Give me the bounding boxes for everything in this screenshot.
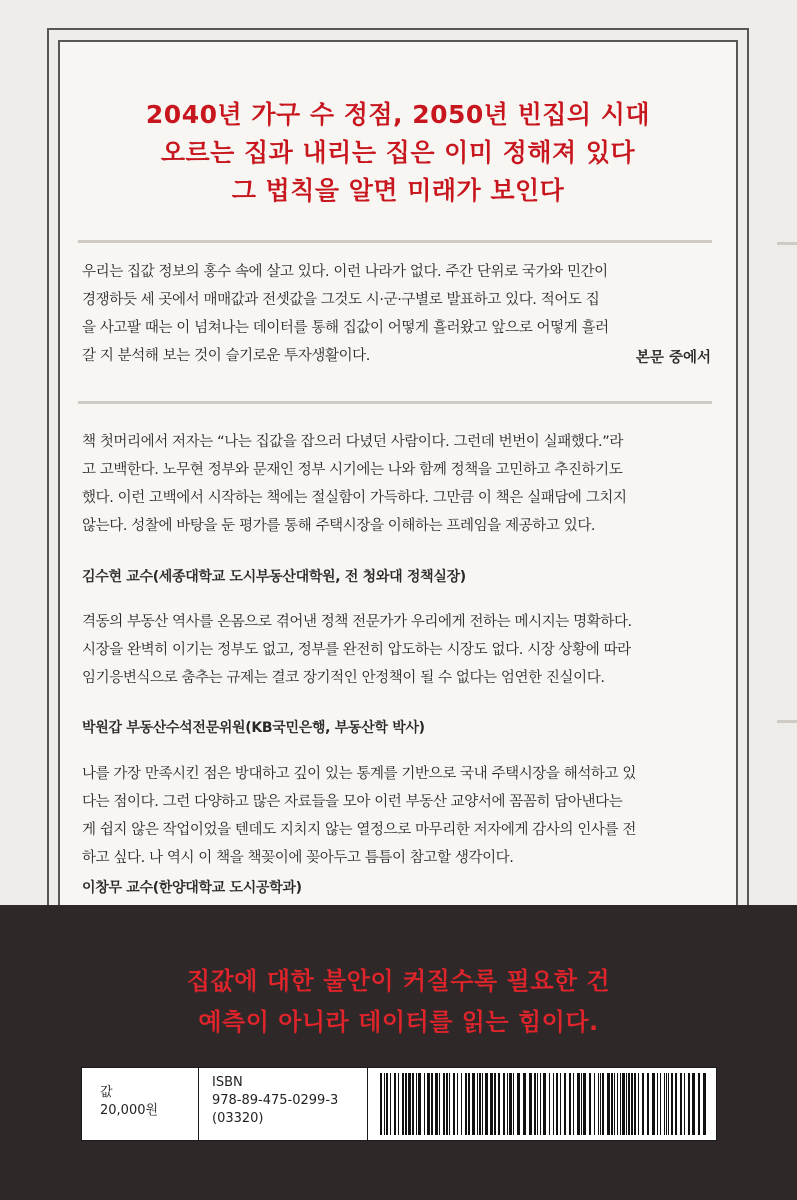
box-separator <box>198 1068 199 1140</box>
review-line: 게 쉽지 않은 작업이었을 텐데도 지치지 않는 열정으로 마무리한 저자에게 감사의 인사를 전 <box>82 822 636 838</box>
review-line: 하고 싶다. 나 역시 이 책을 책꽂이에 꽂아두고 틈틈이 참고할 생각이다. <box>82 850 514 866</box>
box-separator <box>367 1068 368 1140</box>
divider-top <box>78 240 712 243</box>
price-label: 값 <box>100 1085 113 1100</box>
excerpt-line: 갈 지 분석해 보는 것이 슬기로운 투자생활이다. <box>82 348 370 364</box>
excerpt-source: 본문 중에서 <box>635 350 711 366</box>
headline <box>58 96 738 210</box>
review-line: 고 고백한다. 노무현 정부와 문재인 정부 시기에는 나와 함께 정책을 고민하고 추진하기도 <box>82 462 623 478</box>
bottom-band <box>0 905 797 1200</box>
tagline-line-2: 예측이 아니라 데이터를 읽는 힘이다. <box>198 1008 599 1036</box>
review-3-author: 이창무 교수(한양대학교 도시공학과) <box>82 880 302 896</box>
isbn-code: (03320) <box>212 1111 264 1126</box>
review-3-text <box>82 760 712 872</box>
divider-bottom <box>78 401 712 404</box>
review-1-text <box>82 428 712 540</box>
excerpt-line: 우리는 집값 정보의 홍수 속에 살고 있다. 이런 나라가 없다. 주간 단위로 국가와 민간이 <box>82 264 608 280</box>
review-line: 않는다. 성찰에 바탕을 둔 평가를 통해 주택시장을 이해하는 프레임을 제공하고 있다. <box>82 518 596 534</box>
tagline-line-1: 집값에 대한 불안이 커질수록 필요한 건 <box>186 967 611 995</box>
price-value: 20,000원 <box>100 1103 159 1118</box>
side-rule-bottom <box>777 720 797 723</box>
review-line: 임기응변식으로 춤추는 규제는 결코 장기적인 안정책이 될 수 없다는 엄연한 진실이다. <box>82 670 605 686</box>
review-line: 했다. 이런 고백에서 시작하는 책에는 절실함이 가득하다. 그만큼 이 책은 실패담에 그치지 <box>82 490 627 506</box>
review-line: 나를 가장 만족시킨 점은 방대하고 깊이 있는 통계를 기반으로 국내 주택시장을 해석하고 있 <box>82 766 636 782</box>
excerpt-text <box>82 258 712 370</box>
review-2-text <box>82 608 712 692</box>
barcode-icon <box>378 1073 708 1135</box>
excerpt-line: 을 사고팔 때는 이 넘쳐나는 데이터를 통해 집값이 어떻게 흘러왔고 앞으로 어떻게 흘러 <box>82 320 609 336</box>
headline-line-1: 2040년 가구 수 정점, 2050년 빈집의 시대 <box>145 100 651 129</box>
excerpt-line: 경쟁하듯 세 곳에서 매매값과 전셋값을 그것도 시·군·구별로 발표하고 있다. 적어도 집 <box>82 292 600 308</box>
review-line: 시장을 완벽히 이기는 정부도 없고, 정부를 완전히 압도하는 시장도 없다. 시장 상황에 따라 <box>82 642 631 658</box>
review-line: 격동의 부동산 역사를 온몸으로 겪어낸 정책 전문가가 우리에게 전하는 메시지는 명확하다. <box>82 614 632 630</box>
review-1-author: 김수현 교수(세종대학교 도시부동산대학원, 전 청와대 정책실장) <box>82 569 466 585</box>
side-rule-top <box>777 242 797 245</box>
isbn-number: 978-89-475-0299-3 <box>212 1093 339 1108</box>
headline-line-2: 오르는 집과 내리는 집은 이미 정해져 있다 <box>160 138 636 167</box>
isbn-label: ISBN <box>212 1075 243 1090</box>
review-2-author: 박원갑 부동산수석전문위원(KB국민은행, 부동산학 박사) <box>82 720 425 736</box>
headline-line-3: 그 법칙을 알면 미래가 보인다 <box>231 176 565 205</box>
review-line: 책 첫머리에서 저자는 “나는 집값을 잡으러 다녔던 사람이다. 그런데 번번이 실패했다.”라 <box>82 434 623 450</box>
review-line: 다는 점이다. 그런 다양하고 많은 자료들을 모아 이런 부동산 교양서에 꼼꼼히 담아낸다는 <box>82 794 623 810</box>
